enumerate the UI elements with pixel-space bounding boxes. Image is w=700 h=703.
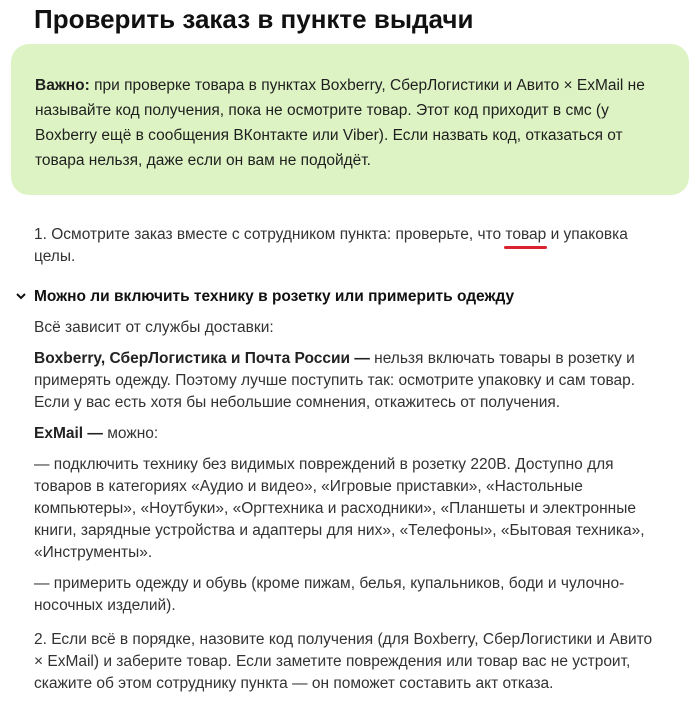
chevron-down-icon — [16, 286, 34, 308]
section-1-label: Boxberry, СберЛогистика и Почта России — — [34, 350, 370, 367]
section-1-text: нельзя включать товары в розетку и примерять одежду. Поэтому лучше поступить так: осмотрите упаковку и сам товар. Если у вас есть хотя бы небольшие сомнения, откажитесь от получения. — [34, 350, 636, 411]
accordion-item-1: — подключить технику без видимых повреждений в розетку 220В. Доступно для товаров в категориях «Аудио и видео», «Игровые приставки», «Настольные компьютеры», «Ноутбуки», «Оргтехника и расходники», «Планшеты и электронные книги, зарядные устройства и адаптеры для них», «Телефоны», «Бытовая техника», «Инструменты». — [34, 456, 645, 561]
callout-label: Важно: — [35, 77, 90, 94]
accordion-section-2 — [34, 423, 664, 445]
step-1-highlight-word: товар — [505, 226, 547, 243]
step-2-text: 2. Если всё в порядке, назовите код получения (для Boxberry, СберЛогистики и Авито × ExMail) и заберите товар. Если заметите повреждения или товар вас не устроит, скажите об этом сотруднику пункта — он поможет составить акт отказа. — [34, 631, 653, 692]
step-2-paragraph — [34, 629, 664, 695]
accordion-intro: Всё зависит от службы доставки: — [34, 319, 274, 336]
accordion-toggle[interactable] — [16, 286, 656, 308]
important-callout — [11, 44, 689, 195]
accordion-content — [34, 317, 664, 626]
accordion-item-2: — примерить одежду и обувь (кроме пижам, белья, купальников, боди и чулочно-носочных изделий). — [34, 575, 625, 614]
page-title: Проверить заказ в пункте выдачи — [34, 4, 474, 34]
accordion-section-1 — [34, 348, 664, 414]
callout-text: при проверке товара в пунктах Boxberry, СберЛогистики и Авито × ExMail не называйте код получения, пока не осмотрите товар. Этот код приходит в смс (у Boxberry ещё в сообщения ВКонтакте или Viber). Если назвать код, отказаться от товара нельзя, даже если он вам не подойдёт. — [35, 77, 645, 169]
step-1-paragraph — [34, 224, 664, 268]
section-2-label: ExMail — — [34, 425, 103, 442]
section-2-text: можно: — [102, 425, 159, 442]
step-1-text-before: 1. Осмотрите заказ вместе с сотрудником пункта: проверьте, что — [34, 226, 506, 243]
step-1-text-after: и упаковка целы. — [34, 226, 628, 265]
accordion-title: Можно ли включить технику в розетку или примерить одежду — [34, 288, 515, 305]
